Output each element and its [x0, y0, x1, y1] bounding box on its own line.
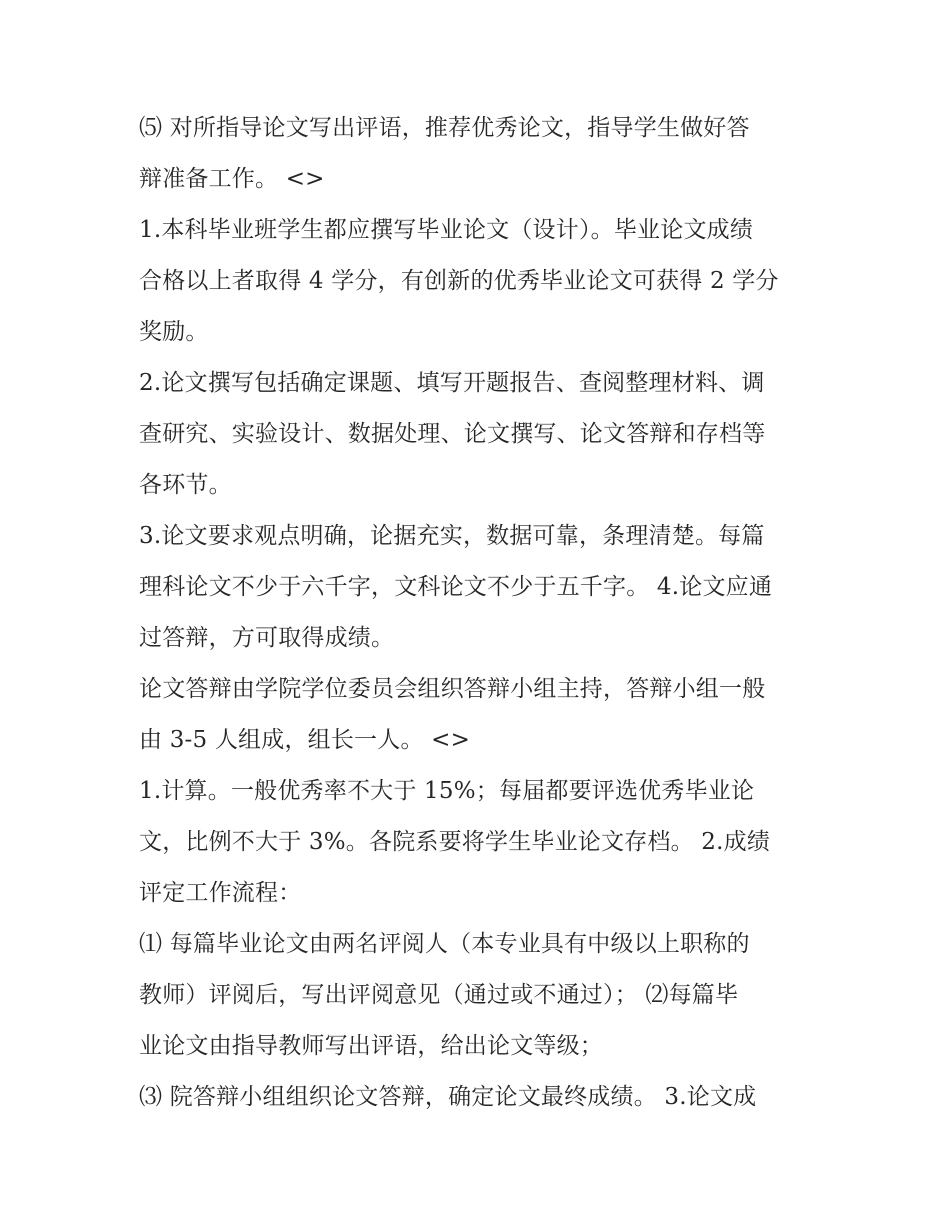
text-line: ⑴ 每篇毕业论文由两名评阅人（本专业具有中级以上职称的	[139, 931, 750, 957]
text-line: 文，比例不大于 3%。各院系要将学生毕业论文存档。 2.成绩	[139, 829, 771, 855]
text-line: 2.论文撰写包括确定课题、填写开题报告、查阅整理材料、调	[139, 370, 765, 396]
text-line: 论文答辩由学院学位委员会组织答辩小组主持，答辩小组一般	[139, 676, 766, 702]
text-line: 3.论文要求观点明确，论据充实，数据可靠，条理清楚。每篇	[139, 523, 765, 549]
text-line: 合格以上者取得 4 学分，有创新的优秀毕业论文可获得 2 学分	[139, 268, 779, 294]
document-body	[139, 103, 819, 1123]
text-line: 评定工作流程：	[139, 880, 302, 906]
text-line: 过答辩，方可取得成绩。	[139, 625, 395, 651]
text-line: 1.计算。一般优秀率不大于 15%；每届都要评选优秀毕业论	[139, 778, 755, 804]
text-line: 教师）评阅后，写出评阅意见（通过或不通过）； ⑵每篇毕	[139, 982, 739, 1008]
text-line: 奖励。	[139, 319, 209, 345]
text-line: 查研究、实验设计、数据处理、论文撰写、论文答辩和存档等	[139, 421, 766, 447]
text-line: 各环节。	[139, 472, 232, 498]
text-line: 辩准备工作。 <>	[139, 166, 325, 192]
text-line: 理科论文不少于六千字，文科论文不少于五千字。 4.论文应通	[139, 574, 773, 600]
text-line: 1.本科毕业班学生都应撰写毕业论文（设计）。毕业论文成绩	[139, 217, 754, 243]
text-line: 业论文由指导教师写出评语，给出论文等级；	[139, 1033, 603, 1059]
text-line: ⑶ 院答辩小组组织论文答辩，确定论文最终成绩。 3.论文成	[139, 1084, 757, 1110]
text-line: ⑸ 对所指导论文写出评语，推荐优秀论文，指导学生做好答	[139, 115, 750, 141]
text-line: 由 3-5 人组成，组长一人。 <>	[139, 727, 471, 753]
